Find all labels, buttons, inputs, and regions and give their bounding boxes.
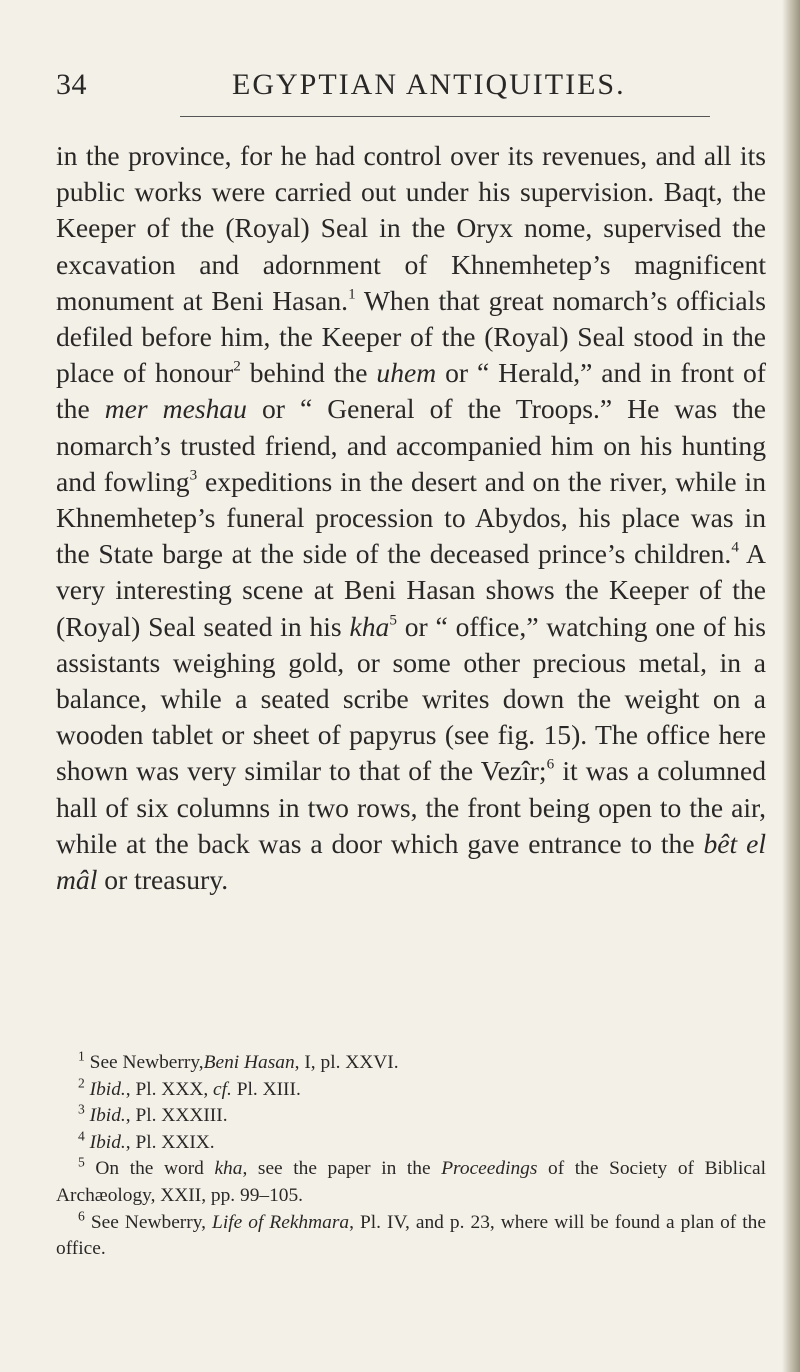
text-run: When that great nomarch’s officials defiled before him, the Keeper of the (Royal) Seal stood in the place of honour (56, 284, 766, 389)
footnote (56, 1077, 766, 1104)
text-run: On the word (95, 1158, 215, 1180)
italic-term: uhem (376, 357, 437, 389)
text-run: , Pl. IV, and p. 23, where will be found a plan of the office. (56, 1211, 766, 1260)
text-run: Pl. XIII. (231, 1078, 301, 1100)
text-run: or “ General of the Troops.” He was the nomarch’s trusted friend, and accompanied him on his hunting and fowling (56, 393, 766, 497)
text-run: or “ office,” watching one of his assistants weighing gold, or some other precious metal, in a balance, while a seated scribe writes down the weight on a wooden tablet or sheet of papyrus (see fig. 15). The office here shown was very similar to that of the Vezîr; (56, 610, 767, 787)
text-run: See Newberry, (89, 1052, 204, 1073)
text-run: , Pl. XXIX. (125, 1131, 215, 1153)
italic-term: Ibid. (89, 1105, 126, 1127)
text-run: , Pl. XXXIII. (125, 1105, 228, 1127)
paragraph (56, 138, 766, 898)
footnote-number: 1 (78, 1048, 85, 1064)
italic-term: kha (349, 610, 390, 642)
footnote (56, 1130, 766, 1157)
running-title: EGYPTIAN ANTIQUITIES. (232, 68, 626, 101)
italic-term: Ibid. (89, 1078, 126, 1100)
italic-term: bêt el mâl (56, 827, 766, 896)
main-text (56, 138, 766, 898)
text-run: , Pl. XXX, (125, 1078, 214, 1100)
text-run: or “ Herald,” and in front of the (56, 357, 766, 425)
footnote-number: 3 (78, 1101, 85, 1117)
text-run: in the province, for he had control over its revenues, and all its public works were carried out under his supervision. Baqt, the Keeper of the (Royal) Seal in the Oryx nome, supervised the excavation and adornment of Khnemhetep’s magnificent monument at Beni Hasan. (56, 140, 766, 316)
footnote-ref: 1 (348, 285, 356, 303)
footnote (56, 1103, 766, 1130)
italic-term: mer meshau (104, 393, 247, 425)
text-run: it was a columned hall of six columns in two rows, the front being open to the air, while at the back was a door which gave entrance to the (56, 755, 767, 859)
footnotes (56, 1050, 766, 1263)
footnote-ref: 6 (546, 756, 555, 774)
footnote (56, 1210, 766, 1263)
page-number: 34 (56, 68, 87, 101)
italic-term: Beni Hasan (203, 1052, 295, 1073)
italic-term: cf. (213, 1078, 232, 1100)
footnote-ref: 5 (389, 611, 397, 629)
text-run: A very interesting scene at Beni Hasan shows the Keeper of the (Royal) Seal seated in his (56, 538, 766, 642)
footnote-ref: 4 (731, 538, 739, 556)
italic-term: Ibid. (89, 1131, 126, 1153)
footnote-number: 5 (78, 1154, 85, 1170)
page-edge-shadow (782, 0, 800, 1372)
text-run: , I, pl. XXVI. (294, 1052, 399, 1073)
italic-term: kha (214, 1158, 243, 1180)
italic-term: Life of Rekhmara (212, 1211, 350, 1233)
text-run: of the Society of Biblical Archæology, XXII, pp. 99–105. (56, 1158, 766, 1206)
footnote-number: 2 (78, 1075, 85, 1091)
text-run: behind the (240, 357, 377, 389)
footnote-ref: 3 (189, 466, 198, 484)
text-run: , see the paper in the (242, 1158, 442, 1180)
header-rule (180, 116, 710, 117)
footnote (56, 1156, 766, 1209)
footnote-number: 4 (78, 1128, 85, 1144)
text-run: See Newberry, (90, 1211, 213, 1233)
footnote-ref: 2 (233, 357, 241, 375)
footnote (56, 1050, 766, 1077)
footnote-number: 6 (78, 1208, 85, 1224)
text-run: expeditions in the desert and on the river, while in Khnemhetep’s funeral procession to Abydos, his place was in the State barge at the side of the deceased prince’s children. (56, 465, 766, 570)
text-run: or treasury. (97, 864, 229, 896)
italic-term: Proceedings (441, 1158, 538, 1180)
page-header (56, 68, 756, 108)
